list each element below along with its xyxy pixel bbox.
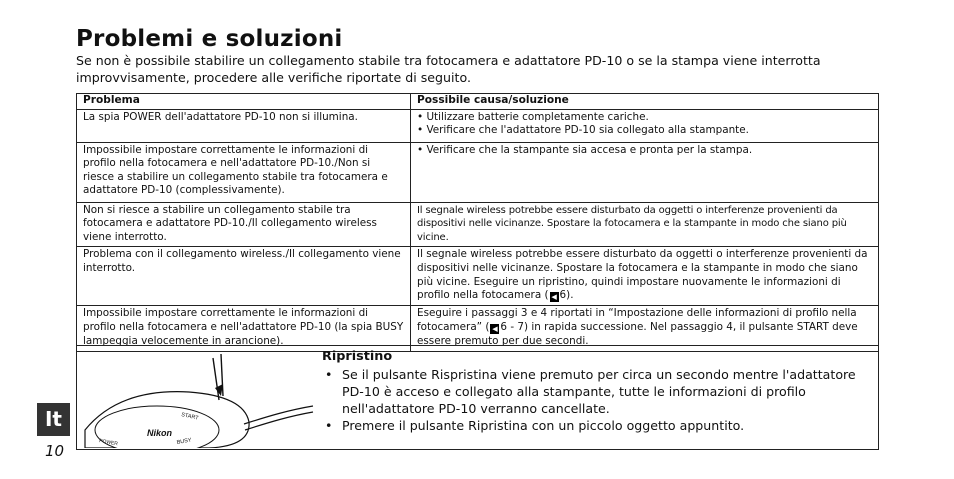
list-item: • Premere il pulsante Ripristina con un piccolo oggetto appuntito. [322,417,874,434]
page-ref-number: 6 - 7 [500,320,524,333]
table-header-row [77,94,879,110]
header-problem: Problema [77,94,411,110]
problem-cell: Non si riesce a stabilire un collegamento stabile tra fotocamera e adattatore PD-10./Il collegamento wireless viene interrotto. [77,202,411,247]
reset-instructions [322,366,874,434]
solution-bullet: • Utilizzare batterie completamente cariche. [417,111,872,125]
solution-bullet: • Verificare che la stampante sia accesa e pronta per la stampa. [417,144,872,158]
list-item: • Se il pulsante Rispristina viene premuto per circa un secondo mentre l'adattatore PD-10 è acceso e collegato alla stampante, tutte le informazioni di profilo nell'adattatore PD-10 verranno cancellate. [322,366,874,417]
problem-cell: La spia POWER dell'adattatore PD-10 non si illumina. [77,109,411,142]
solution-cell [411,109,879,142]
page-title: Problemi e soluzioni [76,26,343,52]
solution-text: ). [566,289,574,302]
reset-illustration [79,350,315,448]
table-row [77,142,879,202]
table-row [77,247,879,306]
solution-cell [411,142,879,202]
header-solution: Possibile causa/soluzione [411,94,879,110]
page-ref-icon: ◀ [492,324,498,333]
page-ref-icon: ◀ [551,293,557,302]
solution-text: Eseguire i passaggi 3 e 4 riportati in “Impostazione delle informazioni di profilo nella fotocamera” ( [417,307,857,333]
solution-text: ) in rapida successione. Nel passaggio 4, il pulsante START deve essere premuto per due secondi. [417,320,858,347]
problem-cell: Impossibile impostare correttamente le informazioni di profilo nella fotocamera e nell'adattatore PD-10 (la spia BUSY lampeggia velocemente in arancione). [77,306,411,352]
page-ref-number: 6 [559,289,567,302]
troubleshooting-table [76,93,879,352]
solution-cell: Il segnale wireless potrebbe essere disturbato da oggetti o interferenze provenienti da dispositivi nelle vicinanze. Spostare la fotocamera e la stampante in modo che siano più vicine. [411,202,879,247]
solution-cell [411,247,879,306]
busy-label: BUSY [176,437,193,446]
nikon-logo: Nikon [147,428,173,438]
problem-cell: Impossibile impostare correttamente le informazioni di profilo nella fotocamera e nell'adattatore PD-10./Non si riesce a stabilire un collegamento stabile tra fotocamera e adattatore PD-10 (complessivamente). [77,142,411,202]
solution-text: Il segnale wireless potrebbe essere disturbato da oggetti o interferenze provenienti da dispositivi nelle vicinanze. Spostare la fotocamera e la stampante in modo che siano più vicine. Eseguire un ripristino, quindi impostare nuovamente le informazioni di profilo nella fotocamera ( [417,248,868,302]
table-row [77,202,879,247]
solution-bullet: • Verificare che l'adattatore PD-10 sia collegato alla stampante. [417,124,872,138]
problem-cell: Problema con il collegamento wireless./Il collegamento viene interrotto. [77,247,411,306]
reset-title: Ripristino [322,349,393,364]
page-number: 10 [45,442,65,460]
reset-box [76,345,879,450]
cable-shape [244,406,313,424]
pen-tip-shape [215,384,223,396]
power-label: POWER [98,438,119,448]
table-row [77,109,879,142]
language-tab: It [37,403,70,436]
start-label: START [180,412,199,422]
intro-paragraph: Se non è possibile stabilire un collegamento stabile tra fotocamera e adattatore PD-10 o se la stampa viene interrotta improvvisamente, procedere alle verifiche riportate di seguito. [76,53,821,85]
pen-shape [213,358,219,400]
